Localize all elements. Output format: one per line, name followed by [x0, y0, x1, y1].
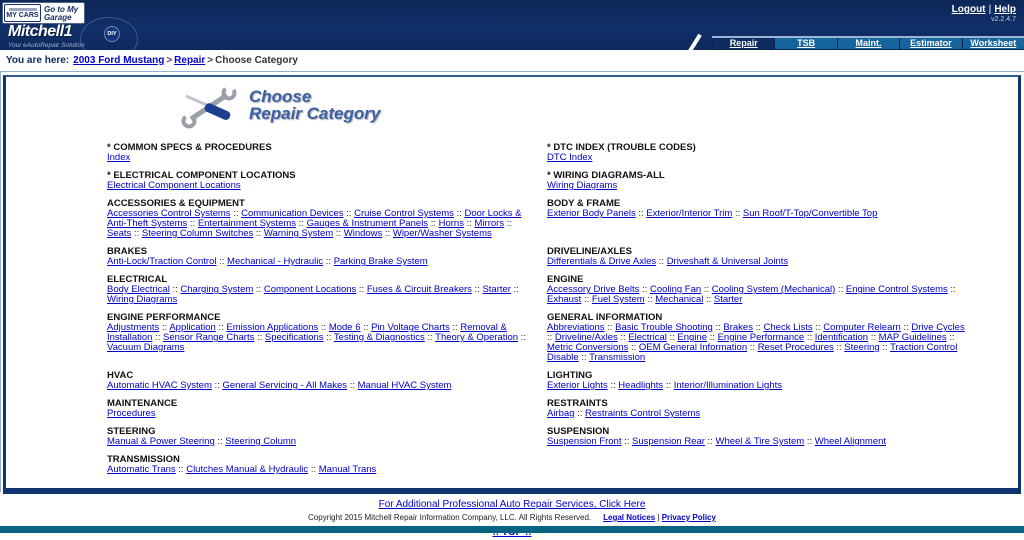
link-separator: :: — [428, 218, 439, 229]
category-cell — [107, 455, 547, 483]
category-link[interactable]: Gauges & Instrument Panels — [306, 218, 429, 229]
category-row — [107, 371, 987, 399]
category-link[interactable]: Automatic Trans — [107, 464, 176, 475]
link-separator: :: — [900, 322, 912, 333]
link-separator: :: — [333, 228, 344, 239]
category-row — [107, 143, 987, 171]
link-separator: :: — [946, 332, 955, 343]
category-cell — [107, 143, 547, 171]
link-separator: :: — [835, 284, 846, 295]
category-link[interactable]: Wiring Diagrams — [547, 180, 618, 191]
category-link[interactable]: Accessory Drive Belts — [547, 284, 640, 295]
category-link[interactable]: Steering Column Switches — [141, 228, 254, 239]
category-link[interactable]: OEM General Information — [638, 342, 748, 353]
link-separator: :: — [707, 332, 718, 343]
category-link[interactable]: Application — [169, 322, 216, 333]
category-link[interactable]: Cooling Fan — [649, 284, 702, 295]
category-link[interactable]: Wiper/Washer Systems — [392, 228, 492, 239]
logout-link[interactable]: Logout — [951, 4, 986, 15]
category-link[interactable]: Cruise Control Systems — [354, 208, 454, 219]
breadcrumb-separator: > — [166, 55, 173, 66]
mitchell1-logo: Mitchell1 — [8, 23, 72, 40]
help-link[interactable]: Help — [994, 4, 1016, 15]
link-separator: :: — [703, 294, 714, 305]
link-separator: :: — [547, 332, 555, 343]
category-links — [107, 323, 529, 353]
category-heading: SUSPENSION — [547, 426, 610, 437]
link-separator: :: — [732, 208, 743, 219]
category-link[interactable]: Clutches Manual & Hydraulic — [186, 464, 309, 475]
category-links — [107, 437, 529, 447]
privacy-policy-link[interactable]: Privacy Policy — [661, 513, 716, 522]
category-link[interactable]: Suspension Front — [547, 436, 622, 447]
category-link[interactable]: Starter — [482, 284, 511, 295]
link-separator: :: — [621, 436, 633, 447]
link-separator: :: — [230, 208, 242, 219]
link-separator: :: — [574, 408, 586, 419]
category-heading: BRAKES — [107, 246, 148, 257]
category-cell — [107, 371, 547, 399]
category-link[interactable]: Exterior/Interior Trim — [646, 208, 733, 219]
link-separator: :: — [152, 332, 163, 343]
category-link[interactable]: Engine Control Systems — [845, 284, 948, 295]
category-cell — [547, 455, 987, 483]
category-heading: * ELECTRICAL COMPONENT LOCATIONS — [107, 170, 296, 181]
category-link[interactable]: Theory & Operation — [435, 332, 519, 343]
category-links — [107, 181, 529, 191]
category-cell — [107, 427, 547, 455]
category-link[interactable]: Adjustments — [107, 322, 160, 333]
tab-repair[interactable]: Repair — [712, 38, 774, 49]
link-separator: :: — [347, 380, 358, 391]
category-link[interactable]: Engine — [677, 332, 708, 343]
diy-badge-icon: DIY — [104, 26, 120, 42]
link-separator: :: — [175, 464, 187, 475]
link-separator: :: — [628, 342, 639, 353]
category-link[interactable]: Electrical — [628, 332, 667, 343]
category-links — [107, 153, 529, 163]
category-link[interactable]: Wheel & Tire System — [715, 436, 805, 447]
link-separator: :: — [518, 332, 526, 343]
category-link[interactable]: Warning System — [263, 228, 334, 239]
category-link[interactable]: Electrical Component Locations — [107, 180, 241, 191]
footer-separator: | — [657, 513, 660, 522]
category-heading: ELECTRICAL — [107, 274, 168, 285]
category-link[interactable]: Entertainment Systems — [197, 218, 297, 229]
breadcrumb-prefix: You are here: — [6, 55, 70, 66]
link-separator: :: — [382, 228, 393, 239]
link-separator: :: — [424, 332, 436, 343]
tab-tsb[interactable]: TSB — [774, 38, 836, 49]
category-link[interactable]: Sun Roof/T-Top/Convertible Top — [742, 208, 878, 219]
category-row — [107, 399, 987, 427]
category-link[interactable]: Fuses & Circuit Breakers — [366, 284, 472, 295]
link-separator: :: — [581, 294, 592, 305]
category-link[interactable]: Exterior Lights — [547, 380, 608, 391]
category-link[interactable]: Steering — [844, 342, 880, 353]
category-link[interactable]: Traction Control Disable — [547, 342, 958, 363]
link-separator: :: — [254, 332, 265, 343]
category-cell — [547, 275, 987, 313]
link-separator: :: — [215, 322, 227, 333]
category-link[interactable]: Pin Voltage Charts — [371, 322, 450, 333]
link-separator: :: — [308, 464, 319, 475]
category-heading: RESTRAINTS — [547, 398, 608, 409]
go-to-my-garage-button[interactable] — [2, 2, 85, 24]
category-heading: * WIRING DIAGRAMS-ALL — [547, 170, 665, 181]
category-heading: * COMMON SPECS & PROCEDURES — [107, 142, 272, 153]
link-separator: :: — [617, 332, 629, 343]
link-separator: :: — [752, 322, 764, 333]
category-link[interactable]: Mechanical - Hydraulic — [227, 256, 324, 267]
category-link[interactable]: Driveline/Axles — [554, 332, 618, 343]
breadcrumb-separator: > — [207, 55, 214, 66]
category-link[interactable]: Wiring Diagrams — [107, 294, 178, 305]
category-cell — [107, 313, 547, 371]
category-cell — [547, 399, 987, 427]
link-separator: :: — [879, 342, 891, 353]
category-links — [547, 381, 969, 391]
category-link[interactable]: Differentials & Drive Axles — [547, 256, 657, 267]
link-separator: :: — [253, 284, 264, 295]
breadcrumb-row — [0, 50, 1024, 72]
category-links — [107, 285, 529, 305]
link-separator: :: — [578, 352, 590, 363]
category-link[interactable]: Mechanical — [655, 294, 704, 305]
category-link[interactable]: Communication Devices — [241, 208, 344, 219]
brand-logo — [8, 24, 208, 49]
link-separator: :: — [214, 436, 226, 447]
page-title — [249, 85, 380, 129]
category-link[interactable]: Identification — [814, 332, 869, 343]
link-separator: :: — [253, 228, 264, 239]
category-link[interactable]: Charging System — [180, 284, 254, 295]
link-separator: :: — [453, 208, 465, 219]
category-link[interactable]: Interior/Illumination Lights — [673, 380, 782, 391]
category-link[interactable]: Transmission — [589, 352, 646, 363]
category-links — [107, 257, 529, 267]
category-links — [547, 153, 969, 163]
category-link[interactable]: Headlights — [618, 380, 664, 391]
category-heading: TRANSMISSION — [107, 454, 180, 465]
link-separator: :: — [211, 380, 223, 391]
page-title-line1: Choose — [249, 87, 312, 106]
top-accent-line — [0, 71, 1024, 72]
category-links — [547, 181, 969, 191]
category-links — [107, 381, 529, 391]
category-heading: * DTC INDEX (TROUBLE CODES) — [547, 142, 696, 153]
category-link[interactable]: Fuel System — [591, 294, 645, 305]
category-link[interactable]: Driveshaft & Universal Joints — [666, 256, 789, 267]
category-links — [547, 409, 969, 419]
category-link[interactable]: Engine Performance — [717, 332, 805, 343]
link-separator: :: — [644, 294, 656, 305]
link-separator: :: — [947, 284, 956, 295]
category-cell — [547, 199, 987, 247]
category-links — [547, 285, 969, 305]
page-title-area — [181, 85, 380, 129]
category-link[interactable]: Suspension Rear — [632, 436, 705, 447]
category-link[interactable]: Metric Conversions — [547, 342, 629, 353]
tab-estimator[interactable]: Estimator — [899, 38, 961, 49]
copyright-line — [0, 513, 1024, 522]
category-links — [547, 209, 969, 219]
category-cell — [547, 313, 987, 371]
category-heading: ACCESSORIES & EQUIPMENT — [107, 198, 245, 209]
link-separator: :: — [463, 218, 475, 229]
category-heading: HVAC — [107, 370, 134, 381]
category-link[interactable]: Computer Relearn — [823, 322, 901, 333]
category-link[interactable]: Mode 6 — [328, 322, 361, 333]
category-link[interactable]: Body Electrical — [107, 284, 170, 295]
nav-tabs — [712, 36, 1024, 50]
link-separator: :: — [868, 332, 879, 343]
link-separator: :: — [360, 322, 372, 333]
category-row — [107, 199, 987, 247]
category-link[interactable]: Cooling System (Mechanical) — [711, 284, 836, 295]
category-link[interactable]: Parking Brake System — [333, 256, 428, 267]
category-cell — [547, 427, 987, 455]
category-link[interactable]: Manual HVAC System — [357, 380, 452, 391]
category-heading: MAINTENANCE — [107, 398, 178, 409]
category-link[interactable]: Index — [107, 152, 131, 163]
legal-notices-link[interactable]: Legal Notices — [603, 513, 656, 522]
category-links — [107, 409, 529, 419]
category-link[interactable]: Exterior Body Panels — [547, 208, 636, 219]
category-link[interactable]: DTC Index — [547, 152, 593, 163]
breadcrumb-choose-category: Choose Category — [215, 55, 298, 66]
category-link[interactable]: Door Locks & Anti-Theft Systems — [107, 208, 522, 229]
category-link[interactable]: Brakes — [723, 322, 753, 333]
brand-tagline: Your eAutoRepair Solution — [8, 42, 85, 49]
category-link[interactable]: MAP Guidelines — [878, 332, 947, 343]
category-link[interactable]: Manual & Power Steering — [107, 436, 215, 447]
category-link[interactable]: Specifications — [264, 332, 324, 343]
version-label: v2.2.4.7 — [991, 16, 1016, 23]
category-link[interactable]: Starter — [713, 294, 743, 305]
category-cell — [547, 143, 987, 171]
category-heading: ENGINE — [547, 274, 584, 285]
link-separator: :: — [471, 284, 483, 295]
link-separator: :: — [216, 256, 228, 267]
category-link[interactable]: Airbag — [547, 408, 575, 419]
link-separator: :: — [666, 332, 678, 343]
link-separator: :: — [510, 284, 519, 295]
link-separator: :: — [607, 380, 619, 391]
category-link[interactable]: Check Lists — [763, 322, 813, 333]
link-separator: :: — [504, 218, 513, 229]
category-link[interactable]: Procedures — [107, 408, 156, 419]
category-link[interactable]: Exhaust — [547, 294, 582, 305]
category-row — [107, 427, 987, 455]
category-links — [107, 465, 529, 475]
link-separator: :: — [712, 322, 724, 333]
top-header — [0, 0, 1024, 50]
link-separator: :: — [635, 208, 647, 219]
link-separator: :: — [804, 332, 815, 343]
category-links — [547, 437, 969, 447]
copyright-text: Copyright 2015 Mitchell Repair Information Company, LLC. All Rights Reserved. — [308, 513, 592, 522]
category-heading: ENGINE PERFORMANCE — [107, 312, 221, 323]
category-links — [547, 323, 969, 363]
category-link[interactable]: Seats — [107, 228, 132, 239]
crossed-tools-icon — [181, 85, 239, 129]
link-separator: :: — [187, 218, 198, 229]
link-separator: :: — [663, 380, 674, 391]
tab-maint[interactable]: Maint. — [837, 38, 899, 49]
category-row — [107, 455, 987, 483]
category-links — [547, 257, 969, 267]
category-cell — [107, 171, 547, 199]
breadcrumb-2003-ford-mustang[interactable]: 2003 Ford Mustang — [73, 55, 165, 66]
category-link[interactable]: Removal & Installation — [107, 322, 507, 343]
category-link[interactable]: Accessories Control Systems — [107, 208, 231, 219]
category-link[interactable]: General Servicing - All Makes — [222, 380, 348, 391]
footer — [0, 494, 1024, 526]
category-link[interactable]: Basic Trouble Shooting — [615, 322, 713, 333]
link-separator: :: — [159, 322, 170, 333]
link-separator: :: — [639, 284, 650, 295]
left-accent-line — [0, 71, 1, 492]
category-link[interactable]: Horns — [438, 218, 464, 229]
category-cell — [547, 247, 987, 275]
garage-button-label: Go to My Garage — [44, 5, 79, 22]
link-separator: :: — [449, 322, 461, 333]
category-row — [107, 247, 987, 275]
category-link[interactable]: Steering Column — [225, 436, 297, 447]
additional-services-link[interactable]: For Additional Professional Auto Repair Services, Click Here — [378, 499, 646, 510]
category-heading: DRIVELINE/AXLES — [547, 246, 632, 257]
category-cell — [107, 247, 547, 275]
link-separator: :: — [296, 218, 307, 229]
main-content — [3, 75, 1021, 494]
category-link[interactable]: Anti-Lock/Traction Control — [107, 256, 217, 267]
plate-banner — [9, 8, 37, 11]
link-separator: :: — [656, 256, 667, 267]
link-separator: :: — [323, 332, 334, 343]
category-link[interactable]: Abbreviations — [547, 322, 605, 333]
category-link[interactable]: Component Locations — [263, 284, 357, 295]
category-cell — [107, 199, 547, 247]
category-link[interactable]: Testing & Diagnostics — [333, 332, 425, 343]
link-separator: :: — [131, 228, 142, 239]
category-link[interactable]: Emission Applications — [226, 322, 319, 333]
category-row — [107, 313, 987, 371]
category-row — [107, 171, 987, 199]
bottom-teal-bar — [0, 526, 1024, 533]
category-cell — [107, 275, 547, 313]
tab-worksheet[interactable]: Worksheet — [962, 38, 1024, 49]
link-separator: :: — [804, 436, 815, 447]
link-separator: | — [988, 4, 992, 15]
category-heading: GENERAL INFORMATION — [547, 312, 663, 323]
link-separator: :: — [812, 322, 824, 333]
link-separator: :: — [318, 322, 329, 333]
category-heading: BODY & FRAME — [547, 198, 621, 209]
category-link[interactable]: Reset Procedures — [757, 342, 834, 353]
category-row — [107, 275, 987, 313]
category-link[interactable]: Windows — [343, 228, 383, 239]
category-cell — [547, 171, 987, 199]
category-link[interactable]: Automatic HVAC System — [107, 380, 212, 391]
my-cars-plate-icon — [4, 4, 41, 22]
link-separator: :: — [604, 322, 616, 333]
category-link[interactable]: Mirrors — [474, 218, 505, 229]
link-separator: :: — [833, 342, 845, 353]
category-link[interactable]: Drive Cycles — [911, 322, 965, 333]
category-cell — [547, 371, 987, 399]
category-link[interactable]: Manual Trans — [318, 464, 377, 475]
category-link[interactable]: Restraints Control Systems — [585, 408, 701, 419]
link-separator: :: — [704, 436, 716, 447]
link-separator: :: — [747, 342, 758, 353]
link-separator: :: — [343, 208, 355, 219]
link-separator: :: — [169, 284, 181, 295]
category-cell — [107, 399, 547, 427]
link-separator: :: — [701, 284, 712, 295]
category-link[interactable]: Vacuum Diagrams — [107, 342, 185, 353]
plate-label: MY CARS — [6, 11, 39, 19]
category-link[interactable]: Wheel Alignment — [814, 436, 887, 447]
breadcrumb-repair[interactable]: Repair — [174, 55, 206, 66]
link-separator: :: — [356, 284, 367, 295]
category-heading: LIGHTING — [547, 370, 593, 381]
session-links — [952, 4, 1016, 15]
page-title-line2: Repair Category — [249, 104, 381, 123]
category-table — [107, 143, 987, 483]
category-links — [107, 209, 529, 239]
category-heading: STEERING — [107, 426, 156, 437]
breadcrumb — [6, 55, 298, 66]
link-separator: :: — [323, 256, 334, 267]
category-link[interactable]: Sensor Range Charts — [162, 332, 255, 343]
